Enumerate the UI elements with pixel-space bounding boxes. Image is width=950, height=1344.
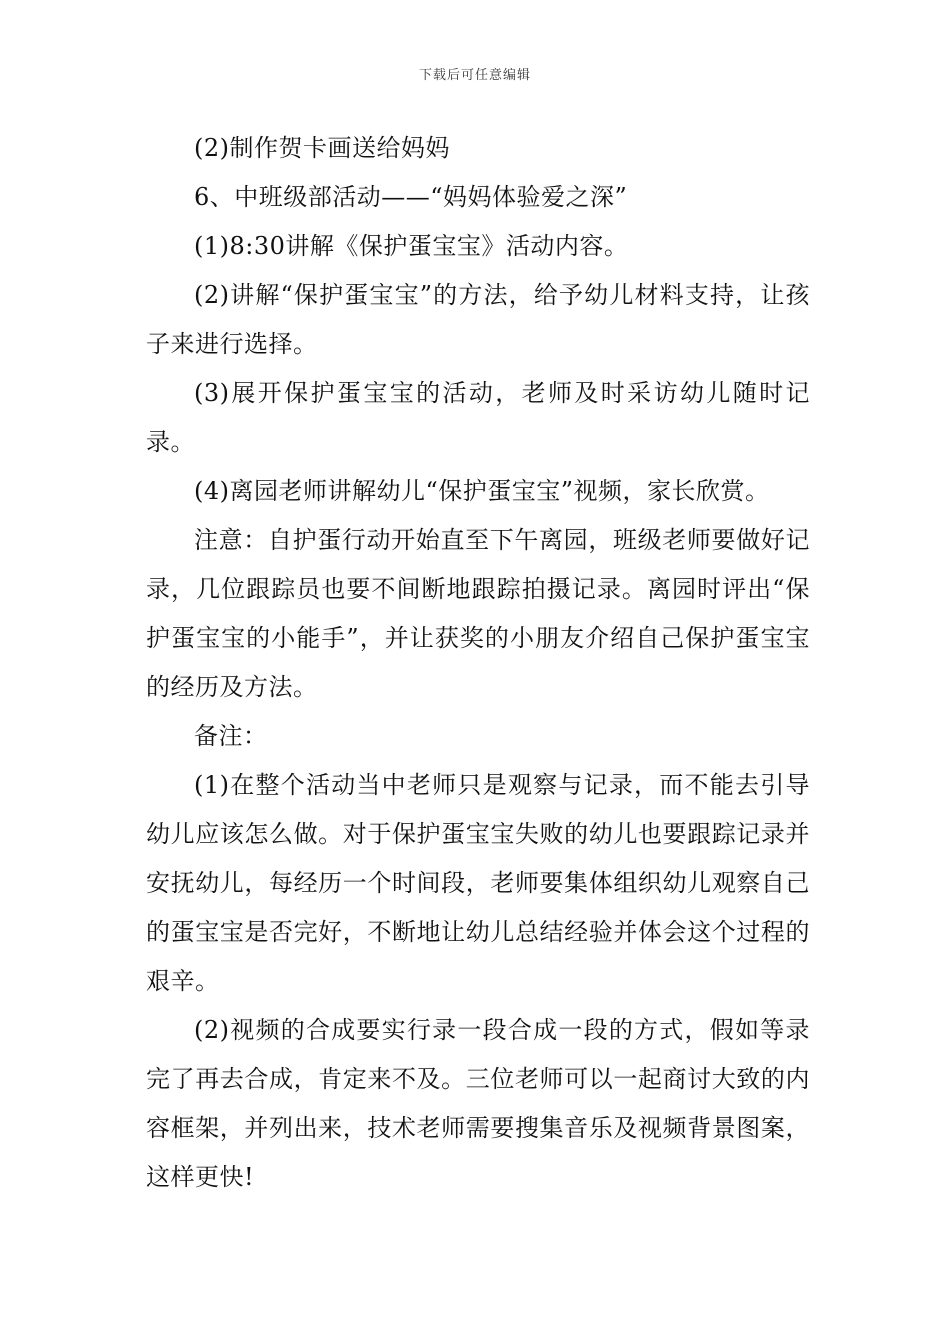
paragraph-remark-2: (2)视频的合成要实行录一段合成一段的方式，假如等录完了再去合成，肯定来不及。三位老师可以一起商讨大致的内容框架，并列出来，技术老师需要搜集音乐及视频背景图案，这样更快! (146, 1016, 810, 1191)
paragraph-step-3: (3)展开保护蛋宝宝的活动，老师及时采访幼儿随时记录。 (146, 379, 810, 456)
document-body (146, 124, 810, 1202)
paragraph-section-heading: 6、中班级部活动——“妈妈体验爱之深” (194, 183, 628, 211)
paragraph-step-1: (1)8:30讲解《保护蛋宝宝》活动内容。 (194, 232, 629, 260)
paragraph-step-4: (4)离园老师讲解幼儿“保护蛋宝宝”视频，家长欣赏。 (194, 477, 770, 505)
paragraph-remark-1: (1)在整个活动当中老师只是观察与记录，而不能去引导幼儿应该怎么做。对于保护蛋宝宝失败的幼儿也要跟踪记录并安抚幼儿，每经历一个时间段，老师要集体组织幼儿观察自己的蛋宝宝是否完好，不断地让幼儿总结经验并体会这个过程的艰辛。 (146, 771, 810, 995)
paragraph-note: 注意：自护蛋行动开始直至下午离园，班级老师要做好记录，几位跟踪员也要不间断地跟踪拍摄记录。离园时评出“保护蛋宝宝的小能手”，并让获奖的小朋友介绍自己保护蛋宝宝的经历及方法。 (146, 526, 810, 701)
paragraph-step-2: (2)讲解“保护蛋宝宝”的方法，给予幼儿材料支持，让孩子来进行选择。 (146, 281, 810, 358)
paragraph-make-card: (2)制作贺卡画送给妈妈 (194, 134, 450, 162)
page-header: 下载后可任意编辑 (418, 68, 531, 83)
paragraph-remarks-heading: 备注： (194, 722, 268, 750)
